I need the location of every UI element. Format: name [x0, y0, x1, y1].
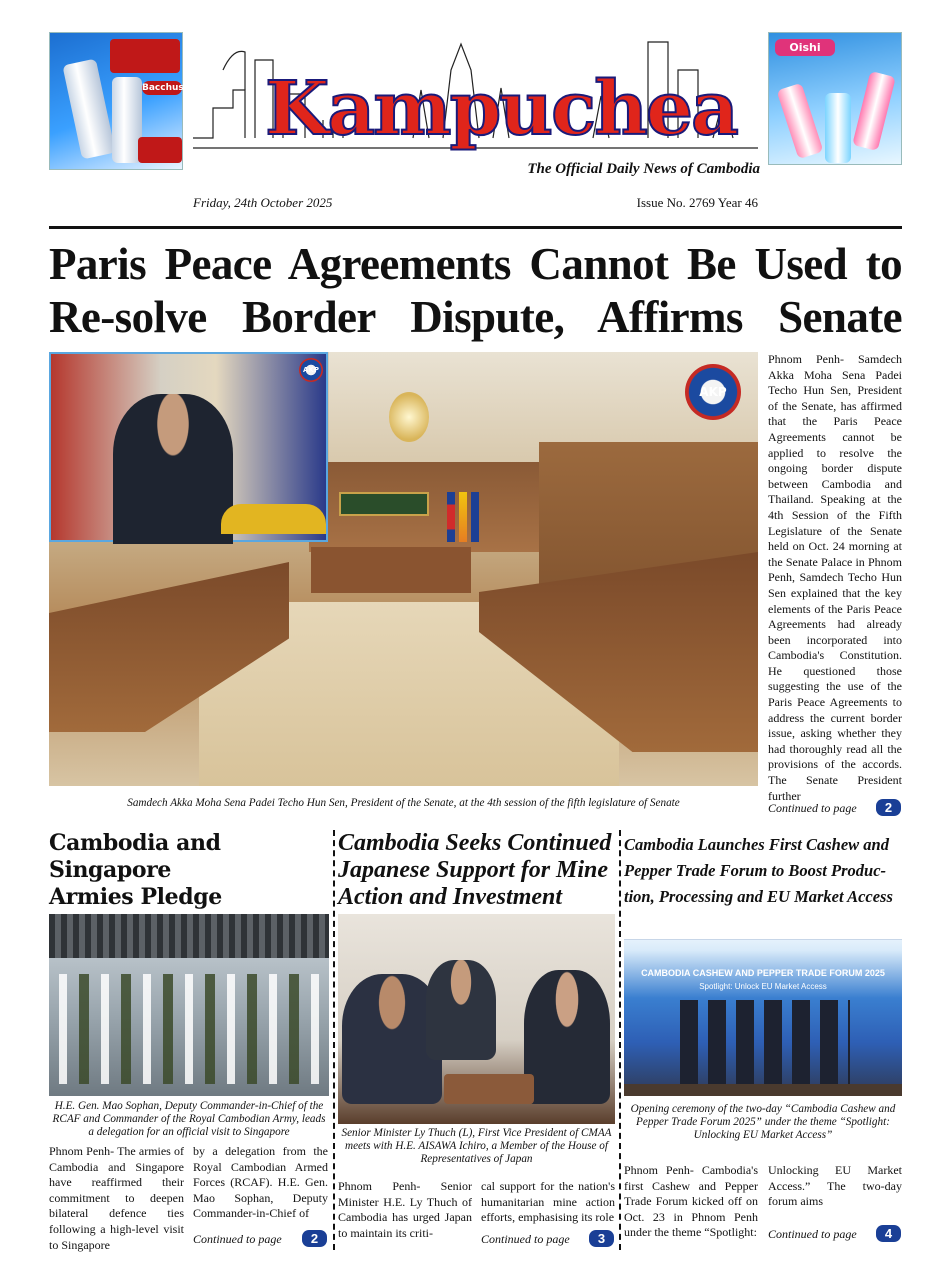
story3-headline-line: tion, Processing and EU Market Access [624, 887, 893, 906]
chandelier [389, 392, 429, 442]
story1-page-badge[interactable]: 2 [302, 1230, 327, 1247]
drink-bottle-image [777, 83, 824, 160]
lead-body-text: Phnom Penh- Samdech Akka Moha Sena Padei Techo Hun Sen, President of the Senate, has affirmed that the Paris Peace Agreements cannot be applied to resolve the ongoing border dispute between Cambodia and Thailand. Speaking at the 4th Session of the Fifth Legislature of the Senate held on Oct. 24 morning at the Senate Palace in Phnom Penh, Samdech Techo Hun Sen explained that the key elements of the Paris Peace Agreements had already been incorporated into Cambodia's Constitution. He questioned those suggesting the use of the Paris Peace Agreements to address the current border issue, asking whether they had thoroughly read all the provisions of the accords. The Senate President further [768, 352, 902, 803]
issue-number: Issue No. 2769 Year 46 [636, 195, 758, 210]
story1-headline-line: Armies Pledge [49, 884, 222, 910]
hun-sen-inset-photo[interactable] [49, 352, 328, 542]
podium [311, 547, 471, 593]
soldier-figures [59, 974, 319, 1084]
person-right [524, 970, 610, 1104]
story2-headline-line: Cambodia Seeks Continued [338, 830, 612, 856]
story2-caption: Senior Minister Ly Thuch (L), First Vice President of CMAA meets with H.E. AISAWA Ichiro, a Member of the House of Representatives of Japan [341, 1127, 612, 1165]
story3-headline-line: Cambodia Launches First Cashew and [624, 835, 889, 854]
advertisement-right[interactable] [768, 32, 902, 165]
masthead-logo[interactable]: Kampuchea [265, 66, 737, 152]
story1-body-col2: by a delegation from the Royal Cambodian Armed Forces (RCAF). H.E. Gen. Mao Sophan, Deputy Commander-in-Chief of [193, 1144, 328, 1221]
story2-headline-line: Japanese Support for Mine [338, 857, 609, 883]
advertisement-left[interactable] [49, 32, 183, 170]
story2-headline-line: Action and Investment [338, 884, 563, 910]
ad-brand-label: Bacchus [142, 83, 184, 93]
desk-flowers [221, 504, 326, 534]
drink-bottle-image [852, 71, 896, 151]
lead-continued-label: Continued to page [768, 801, 857, 815]
table-with-drinks [444, 1074, 534, 1104]
story2-headline[interactable] [338, 830, 618, 911]
issue-date: Friday, 24th October 2025 [193, 195, 333, 210]
ad-brand-label: Oishi [775, 39, 835, 56]
building-canopy [49, 914, 329, 958]
masthead-divider [49, 226, 902, 229]
story1-continued-label: Continued to page [193, 1232, 282, 1246]
story3-headline[interactable] [624, 832, 902, 910]
flag-senate [471, 492, 479, 542]
officials-group [680, 1000, 850, 1090]
lead-page-badge[interactable]: 2 [876, 799, 901, 816]
forum-banner-subtitle: Spotlight: Unlock EU Market Access [699, 982, 827, 991]
lead-headline[interactable]: Paris Peace Agreements Cannot Be Used to Re-solve Border Dispute, Affirms Senate [49, 239, 902, 342]
story2-body-col2: cal support for the nation's humanitarian mine action efforts, emphasising its role [481, 1179, 615, 1225]
mine-action-meeting-photo[interactable] [338, 914, 615, 1124]
story3-body-col2: Unlocking EU Market Access.” The two-day forum aims [768, 1163, 902, 1209]
akp-logo: AKP [299, 358, 323, 382]
story2-continued-label: Continued to page [481, 1232, 570, 1246]
story3-page-badge[interactable]: 4 [876, 1225, 901, 1242]
ad-footer-banner [138, 137, 182, 163]
forum-banner-title: CAMBODIA CASHEW AND PEPPER TRADE FORUM 2025 [641, 968, 885, 978]
column-divider [619, 830, 621, 1250]
drink-can-image [62, 59, 115, 160]
masthead-tagline: The Official Daily News of Cambodia [527, 161, 760, 177]
column-divider [333, 830, 335, 1250]
sponsor-logos-bar [624, 918, 902, 940]
story1-headline-line: Cambodia and Singapore [49, 830, 221, 883]
speaker-figure [113, 394, 233, 544]
lead-photo-caption: Samdech Akka Moha Sena Padei Techo Hun Sen, President of the Senate, at the 4th session of the fifth legislature of Senate [127, 797, 680, 809]
story3-caption: Opening ceremony of the two-day “Cambodia Cashew and Pepper Trade Forum 2025” under the theme “Spotlight: Unlocking EU Market Access” [630, 1103, 896, 1141]
flag-cambodia [447, 492, 455, 542]
story1-body-col1: Phnom Penh- The armies of Cambodia and Singapore have reaffirmed their commitment to deepen bilateral defence ties following a high-level visit to Singapore [49, 1144, 184, 1252]
story2-page-badge[interactable]: 3 [589, 1230, 614, 1247]
story2-body-col1: Phnom Penh- Senior Minister H.E. Ly Thuch of Cambodia has urged Japan to maintain its criti- [338, 1179, 472, 1240]
akp-logo: AKP [685, 364, 741, 420]
story3-headline-line: Pepper Trade Forum to Boost Produc- [624, 861, 887, 880]
stage-floor [624, 1084, 902, 1096]
flag-buddhist [459, 492, 467, 542]
ad-headline-banner [110, 39, 180, 73]
story3-continued-label: Continued to page [768, 1227, 857, 1241]
story1-caption: H.E. Gen. Mao Sophan, Deputy Commander-in-Chief of the RCAF and Commander of the Royal Cambodian Army, leads a delegation for an official visit to Singapore [52, 1100, 326, 1138]
person-middle [426, 960, 496, 1060]
story3-body-col1: Phnom Penh- Cambodia's first Cashew and Pepper Trade Forum kicked off on Oct. 23 in Phnom Penh under the theme “Spotlight: [624, 1163, 758, 1240]
cashew-pepper-forum-photo[interactable] [624, 918, 902, 1096]
back-sign [339, 492, 429, 516]
drink-bottle-image [825, 93, 851, 163]
singapore-parade-photo[interactable] [49, 914, 329, 1096]
